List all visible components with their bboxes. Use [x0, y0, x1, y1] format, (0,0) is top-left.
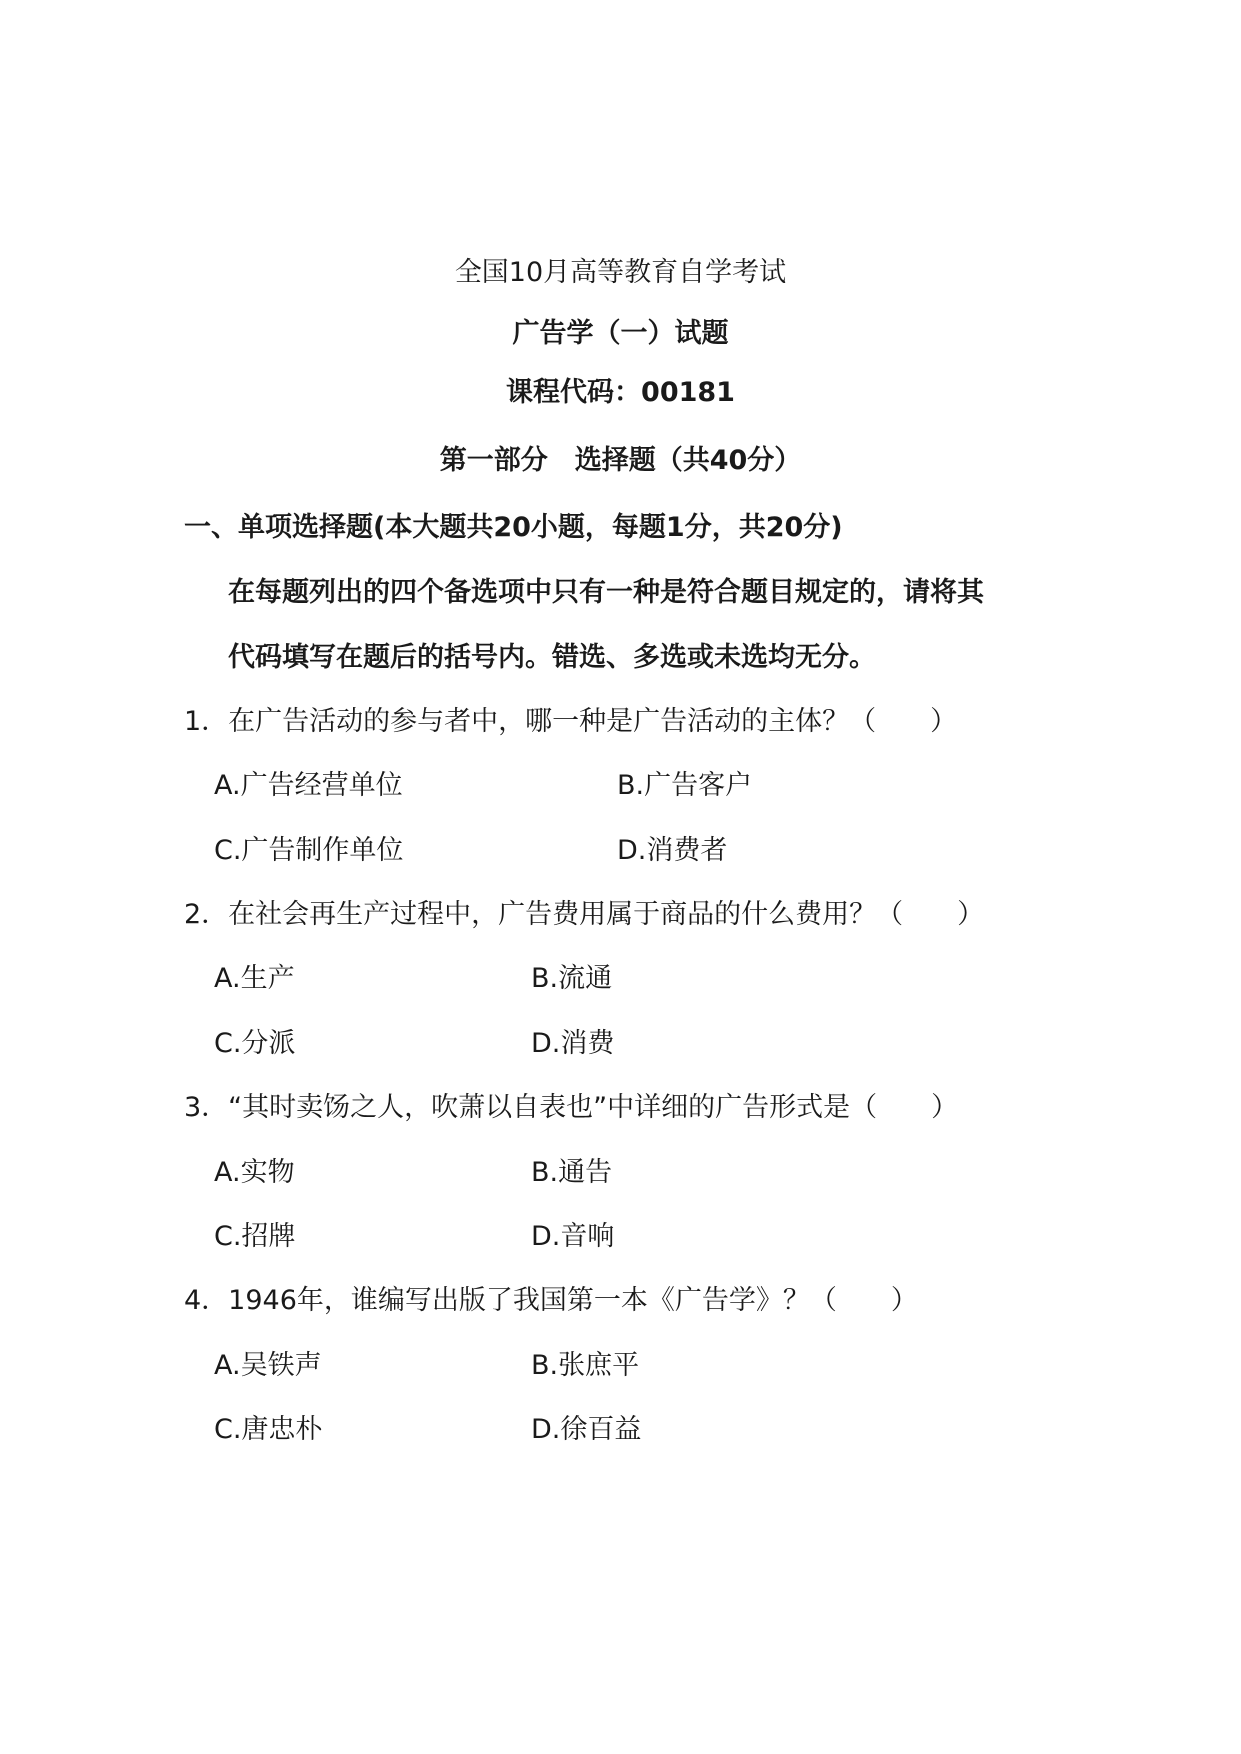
- question-1-option-a: A.广告经营单位: [214, 770, 403, 801]
- question-3-option-d: D.音响: [531, 1221, 615, 1252]
- question-1-option-d: D.消费者: [617, 835, 728, 866]
- subject-title: 广告学（一）试题: [512, 318, 729, 349]
- question-stem-4: 4．1946年，谁编写出版了我国第一本《广告学》？（ ）: [184, 1285, 918, 1316]
- question-stem-1: 1．在广告活动的参与者中，哪一种是广告活动的主体？（ ）: [184, 706, 958, 737]
- question-stem-2: 2．在社会再生产过程中，广告费用属于商品的什么费用？（ ）: [184, 899, 985, 930]
- exam-title: 全国10月高等教育自学考试: [454, 257, 787, 288]
- question-2-option-b: B.流通: [531, 963, 613, 994]
- question-2-option-a: A.生产: [214, 963, 295, 994]
- question-1-option-c: C.广告制作单位: [214, 835, 404, 866]
- question-3-option-c: C.招牌: [214, 1221, 296, 1252]
- part-title: 第一部分 选择题（共40分）: [439, 445, 802, 476]
- instruction-line-1: 在每题列出的四个备选项中只有一种是符合题目规定的，请将其: [228, 577, 984, 608]
- question-3-option-b: B.通告: [531, 1157, 613, 1188]
- question-1-option-b: B.广告客户: [617, 770, 753, 801]
- question-4-option-b: B.张庶平: [531, 1350, 640, 1381]
- instruction-line-2: 代码填写在题后的括号内。错选、多选或未选均无分。: [228, 642, 876, 673]
- question-stem-3: 3．“其时卖饧之人，吹萧以自表也”中详细的广告形式是（ ）: [184, 1092, 959, 1123]
- section-heading: 一、单项选择题(本大题共20小题，每题1分，共20分): [184, 512, 843, 543]
- question-2-option-c: C.分派: [214, 1028, 296, 1059]
- question-4-option-a: A.吴铁声: [214, 1350, 322, 1381]
- course-code: 课程代码：00181: [506, 377, 735, 408]
- question-4-option-d: D.徐百益: [531, 1414, 642, 1445]
- question-4-option-c: C.唐忠朴: [214, 1414, 323, 1445]
- question-3-option-a: A.实物: [214, 1157, 295, 1188]
- question-2-option-d: D.消费: [531, 1028, 615, 1059]
